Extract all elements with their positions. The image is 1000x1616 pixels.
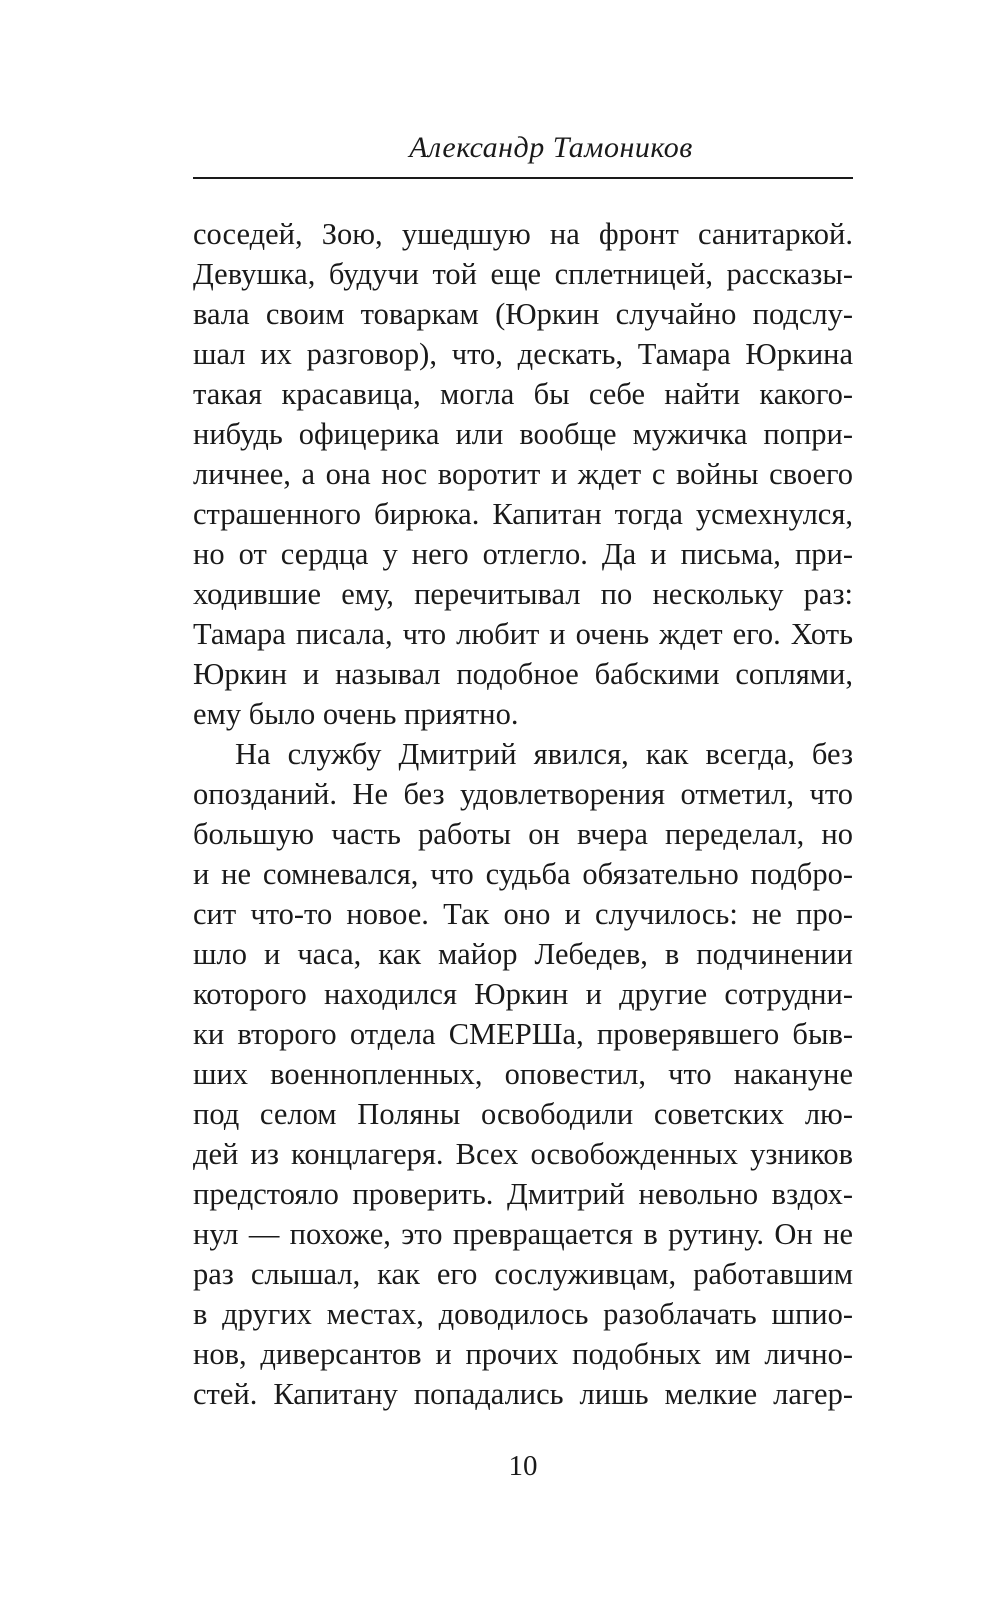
- text-line: страшенного бирюка. Капитан тогда усмехнулся,: [193, 497, 853, 531]
- paragraph-first-line: На службу Дмитрий явился, как всегда, без: [235, 737, 853, 771]
- page-number: 10: [508, 1450, 538, 1482]
- text-line: раз слышал, как его сослуживцам, работавшим: [193, 1257, 853, 1291]
- text-line: дей из концлагеря. Всех освобожденных узников: [193, 1137, 853, 1171]
- text-line: шло и часа, как майор Лебедев, в подчинении: [193, 937, 853, 971]
- text-line: ки второго отдела СМЕРШа, проверявшего быв-: [193, 1017, 853, 1051]
- text-line: соседей, Зою, ушедшую на фронт санитаркой.: [193, 217, 853, 251]
- text-line: такая красавица, могла бы себе найти какого-: [193, 377, 853, 411]
- text-line: большую часть работы он вчера переделал, но: [193, 817, 853, 851]
- running-title: Александр Тамоников: [409, 131, 693, 164]
- body-text: [193, 214, 853, 1414]
- text-line: опозданий. Не без удовлетворения отметил, что: [193, 777, 853, 811]
- text-line: ших военнопленных, оповестил, что накануне: [193, 1057, 853, 1091]
- text-line: предстояло проверить. Дмитрий невольно вздох-: [193, 1177, 853, 1211]
- running-header: [193, 128, 853, 168]
- text-line: нов, диверсантов и прочих подобных им лично-: [193, 1337, 853, 1371]
- text-line: Юркин и называл подобное бабскими соплями,: [193, 657, 853, 691]
- text-line: и не сомневался, что судьба обязательно подбро-: [193, 857, 853, 891]
- text-line: вала своим товаркам (Юркин случайно подслу-: [193, 297, 853, 331]
- text-line: которого находился Юркин и другие сотрудни-: [193, 977, 853, 1011]
- paragraph-end-line: ему было очень приятно.: [193, 697, 519, 731]
- text-line: нул — похоже, это превращается в рутину. Он не: [193, 1217, 853, 1251]
- text-line: сит что-то новое. Так оно и случилось: не про-: [193, 897, 853, 931]
- text-line: ходившие ему, перечитывал по нескольку раз:: [193, 577, 853, 611]
- text-line: но от сердца у него отлегло. Да и письма, при-: [193, 537, 853, 571]
- text-line: Тамара писала, что любит и очень ждет его. Хоть: [193, 617, 853, 651]
- text-line: Девушка, будучи той еще сплетницей, рассказы-: [193, 257, 853, 291]
- text-line: стей. Капитану попадались лишь мелкие лагер-: [193, 1377, 853, 1411]
- text-line: шал их разговор), что, дескать, Тамара Юркина: [193, 337, 853, 371]
- text-line: нибудь офицерика или вообще мужичка попри-: [193, 417, 853, 451]
- text-line: в других местах, доводилось разоблачать шпио-: [193, 1297, 853, 1331]
- text-line: личнее, а она нос воротит и ждет с войны своего: [193, 457, 853, 491]
- text-line: под селом Поляны освободили советских лю-: [193, 1097, 853, 1131]
- header-divider: [193, 177, 853, 179]
